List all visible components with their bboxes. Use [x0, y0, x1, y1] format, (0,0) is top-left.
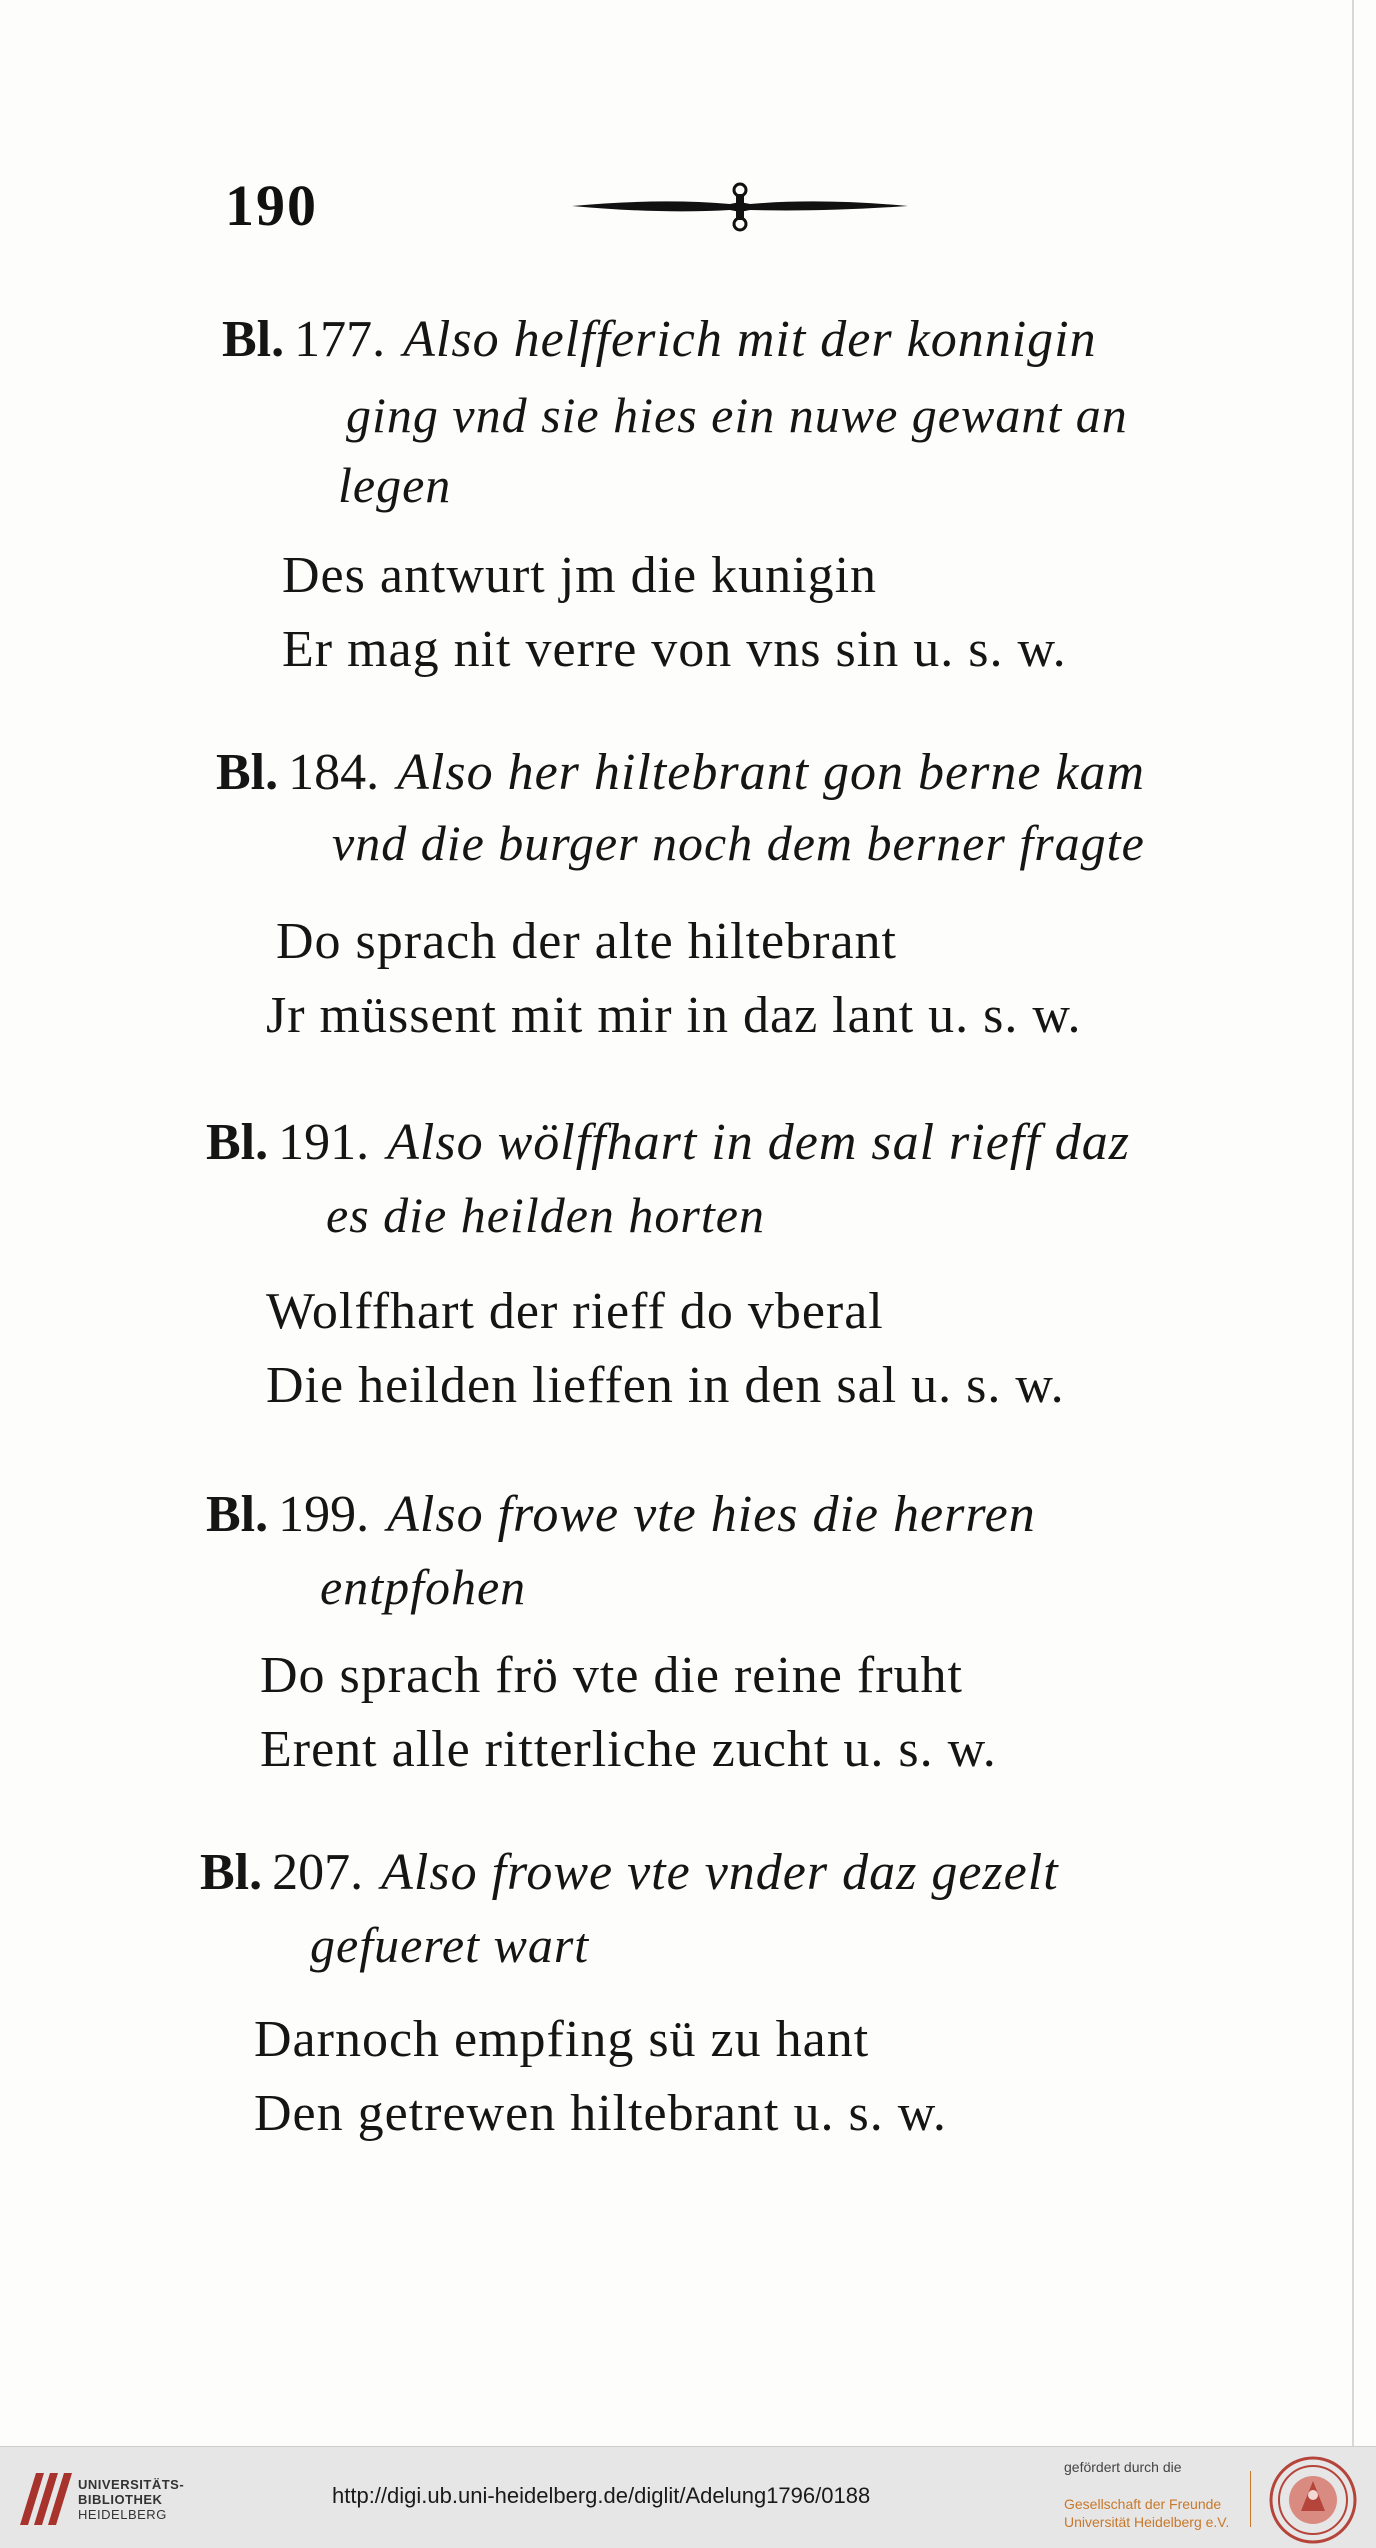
sheet-number: 184. [288, 744, 380, 801]
italic-line: Also helfferich mit der konnigin [403, 311, 1097, 368]
sheet-ref: Bl. [206, 1114, 269, 1171]
verse-line: Do sprach frö vte die reine fruht [260, 1647, 963, 1704]
entry-heading [216, 738, 1145, 808]
sheet-ref: Bl. [222, 311, 285, 368]
italic-line: entpfohen [320, 1559, 527, 1615]
verse-line: Des antwurt jm die kunigin [282, 547, 878, 604]
entry-heading [206, 1480, 1036, 1550]
library-name[interactable] [78, 2477, 184, 2522]
italic-line: Also her hiltebrant gon berne kam [397, 744, 1146, 801]
sponsor-name[interactable] [1064, 2495, 1229, 2531]
italic-line: gefueret wart [310, 1917, 590, 1973]
library-name-line: UNIVERSITÄTS- [78, 2477, 185, 2492]
sheet-ref: Bl. [206, 1486, 269, 1543]
sheet-number: 199. [278, 1486, 370, 1543]
entry-heading [206, 1108, 1130, 1178]
library-name-line: BIBLIOTHEK [78, 2492, 163, 2507]
university-seal-icon[interactable] [1268, 2455, 1358, 2545]
italic-line: legen [338, 457, 452, 513]
sheet-ref: Bl. [216, 744, 279, 801]
library-name-line: HEIDELBERG [78, 2507, 167, 2522]
sponsor-name-line: Universität Heidelberg e.V. [1064, 2514, 1230, 2530]
italic-line: Also wölffhart in dem sal rieff daz [387, 1114, 1130, 1171]
verse-line: Den getrewen hiltebrant u. s. w. [254, 2085, 947, 2142]
italic-line: vnd die burger noch dem berner fragte [332, 815, 1145, 871]
page-number: 190 [225, 173, 318, 238]
footer-divider [1250, 2471, 1251, 2527]
viewer-footer [0, 2446, 1376, 2548]
verse-line: Jr müssent mit mir in daz lant u. s. w. [266, 987, 1082, 1044]
verse-line: Erent alle ritterliche zucht u. s. w. [260, 1721, 997, 1778]
sponsor-label: gefördert durch die [1064, 2459, 1182, 2475]
verse-line: Wolffhart der rieff do vberal [266, 1283, 884, 1340]
verse-line: Er mag nit verre von vns sin u. s. w. [282, 621, 1067, 678]
entry-heading [200, 1838, 1059, 1908]
permalink-url[interactable]: http://digi.ub.uni-heidelberg.de/diglit/Adelung1796/0188 [332, 2483, 871, 2508]
header-ornament [570, 180, 910, 236]
italic-line: es die heilden horten [326, 1187, 765, 1243]
sheet-number: 207. [272, 1844, 364, 1901]
entry-heading [222, 305, 1097, 375]
sheet-ref: Bl. [200, 1844, 263, 1901]
verse-line: Darnoch empfing sü zu hant [254, 2011, 870, 2068]
italic-line: ging vnd sie hies ein nuwe gewant an [346, 387, 1128, 443]
italic-line: Also frowe vte vnder daz gezelt [381, 1844, 1059, 1901]
sheet-number: 191. [278, 1114, 370, 1171]
page-edge-line [1352, 0, 1354, 2446]
sponsor-name-line: Gesellschaft der Freunde [1064, 2496, 1222, 2512]
italic-line: Also frowe vte hies die herren [387, 1486, 1036, 1543]
verse-line: Do sprach der alte hiltebrant [276, 913, 897, 970]
sheet-number: 177. [294, 311, 386, 368]
library-logo-icon[interactable] [14, 2465, 74, 2531]
verse-line: Die heilden lieffen in den sal u. s. w. [266, 1357, 1065, 1414]
